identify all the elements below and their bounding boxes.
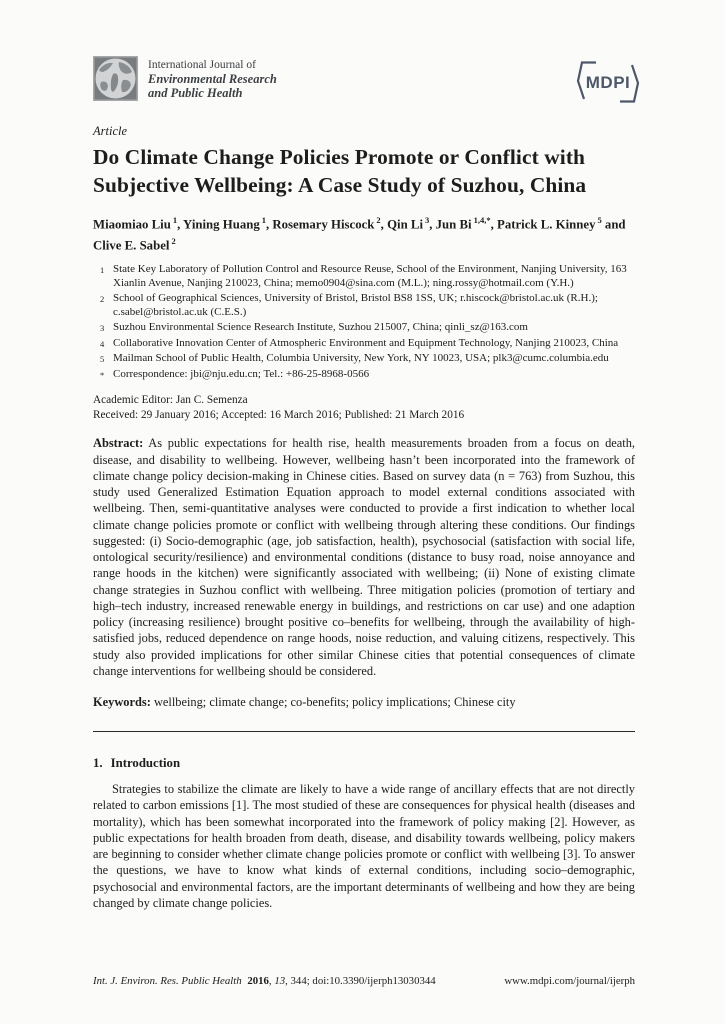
- abstract-label: Abstract:: [93, 436, 144, 451]
- author-affiliation-marker: 1: [172, 215, 178, 225]
- author-name: Yining Huang: [183, 217, 260, 232]
- citation-journal: Int. J. Environ. Res. Public Health: [93, 975, 242, 987]
- author-list: Miaomiao Liu $^1$, Yining Huang $^1$, Rosemary Hiscock $^2$, Qin Li $^3$, Jun Bi $^{1,4,*}$, Patrick L. Kinney $^5$ and Clive E. Sabel $^2$: [93, 215, 626, 253]
- citation-line: [93, 975, 436, 987]
- citation-separator: ,: [268, 975, 275, 987]
- author-affiliation-marker: 3: [425, 215, 430, 225]
- author-name: Qin Li: [387, 217, 423, 232]
- article-type-label: Article: [93, 124, 128, 138]
- keywords: [93, 694, 635, 710]
- citation-volume: 13: [274, 975, 286, 987]
- affiliation-row: [93, 336, 635, 352]
- author-name: and Clive E. Sabel: [93, 217, 626, 253]
- affiliation-text: Mailman School of Public Health, Columbia University, New York, NY 10023, USA; plk3@cumc.columbia.edu: [113, 352, 609, 365]
- keywords-label: Keywords:: [93, 695, 151, 710]
- affiliation-marker: *: [100, 369, 105, 380]
- author-affiliation-marker: 5: [597, 215, 602, 225]
- affiliation-row: [93, 262, 635, 291]
- journal-name-line1: International Journal of: [148, 59, 256, 71]
- affiliation-text: Suzhou Environmental Science Research Institute, Suzhou 215007, China; qinli_sz@163.com: [113, 320, 528, 333]
- journal-name-line3: and Public Health: [148, 86, 243, 100]
- introduction-paragraph: Strategies to stabilize the climate are likely to have a wide range of ancillary effects that are not directly related to carbon emissions [1]. The most studied of these are consequences for physical health (diseases and mortality), which has been somewhat incorporated into the framework of policy making [2]. However, as public expectations for health broaden from death, disease, and disability towards wellbeing, policy makers are beginning to consider whether climate change policies promote or conflict with wellbeing [3]. To answer the questions, we have to know what kinds of external conditions, including socio–demographic, psychosocial and environmental factors, are the important determinants of wellbeing and how they are being changed by climate change policies.: [93, 782, 635, 910]
- academic-editor-line: Academic Editor: Jan C. Semenza: [93, 394, 248, 407]
- affiliation-row: [93, 351, 635, 367]
- page-header: [93, 56, 635, 104]
- author-name: Jun Bi: [435, 217, 472, 232]
- author-affiliation-marker: 2: [376, 215, 381, 225]
- affiliation-marker: 5: [100, 354, 105, 365]
- journal-name: [148, 56, 277, 100]
- author-affiliation-marker: 1,4,*: [473, 215, 491, 225]
- affiliation-row: [93, 291, 635, 320]
- author-name: Miaomiao Liu: [93, 217, 171, 232]
- editor-block: [93, 393, 635, 423]
- affiliation-text: School of Geographical Sciences, University of Bristol, Bristol BS8 1SS, UK; r.hiscock@bristol.ac.uk (R.H.); c.sabel@bristol.ac.uk (C.E.S.): [113, 291, 598, 319]
- section-number: 1.: [93, 756, 103, 771]
- affiliation-text: State Key Laboratory of Pollution Control and Resource Reuse, School of the Environment, Nanjing University, 163 Xianlin Avenue, Nanjing 210023, China; memo0904@sina.com (M.L.); ning.rossy@hotmail.com (Y.H.): [113, 262, 627, 290]
- affiliation-marker: 1: [100, 264, 105, 275]
- journal-url: www.mdpi.com/journal/ijerph: [504, 975, 635, 987]
- author-name: Patrick L. Kinney: [497, 217, 596, 232]
- affiliation-text: Collaborative Innovation Center of Atmospheric Environment and Equipment Technology, Nanjing 210023, China: [113, 336, 619, 349]
- affiliation-marker: 2: [100, 293, 105, 304]
- citation-doi: , 344; doi:10.3390/ijerph13030344: [285, 975, 436, 987]
- journal-globe-logo: [93, 56, 138, 101]
- section-divider: [93, 731, 635, 732]
- author-affiliation-marker: 2: [171, 235, 176, 246]
- affiliation-list: [93, 262, 635, 383]
- journal-name-line2: Environmental Research: [148, 72, 277, 86]
- affiliation-row: [93, 367, 635, 383]
- abstract: [93, 435, 635, 679]
- author-name: Rosemary Hiscock: [272, 217, 375, 232]
- dates-line: Received: 29 January 2016; Accepted: 16 March 2016; Published: 21 March 2016: [93, 409, 465, 422]
- section-title: Introduction: [110, 756, 181, 771]
- affiliation-marker: 3: [100, 322, 105, 333]
- page-footer: [93, 975, 635, 987]
- keywords-body: wellbeing; climate change; co-benefits; policy implications; Chinese city: [153, 695, 516, 710]
- affiliation-marker: 4: [100, 338, 105, 349]
- mdpi-logo-text: MDPI: [585, 73, 631, 92]
- affiliation-row: [93, 320, 635, 336]
- article-title: Do Climate Change Policies Promote or Conflict with Subjective Wellbeing: A Case Study of Suzhou, China: [93, 145, 587, 197]
- citation-year: 2016: [247, 975, 269, 987]
- affiliation-text: Correspondence: jbi@nju.edu.cn; Tel.: +86-25-8968-0566: [113, 367, 370, 380]
- journal-brand: [93, 56, 277, 101]
- mdpi-logo: [575, 60, 641, 104]
- author-affiliation-marker: 1: [261, 215, 266, 225]
- section-heading-introduction: [93, 756, 635, 771]
- abstract-body: As public expectations for health rise, health measurements broaden from a focus on death, disease, and disability to wellbeing. However, wellbeing hasn’t been incorporated into the framework of climate change policy decision-making in Chinese cities. Based on survey data (n = 763) from Suzhou, this study used Generalized Estimation Equation approach to model external conditions associated with wellbeing. Then, semi-quantitative analyses were conducted to provide a first indication to whether local climate change policies promote or conflict with wellbeing through altering these conditions. Our findings suggested: (i) Socio-demographic (age, job satisfaction, health), psychosocial (satisfaction with social life, ontological security/resilience) and environmental conditions (distance to busy road, noise annoyance and range hoods in the kitchen) were significantly associated with wellbeing; (ii) None of existing climate change strategies in Suzhou conflict with wellbeing. Three mitigation policies (promotion of tertiary and high–tech industry, increased renewable energy in buildings, and restrictions on car use) and one adaption policy (increasing resilience) brought positive co–benefits for wellbeing, through the availability of high-satisfied jobs, reduced dependence on range hoods, noise reduction, and valuing citizens, respectively. This study also provided implications for other similar Chinese cities that potential consequences of climate change interventions for wellbeing should be considered.: [93, 436, 636, 678]
